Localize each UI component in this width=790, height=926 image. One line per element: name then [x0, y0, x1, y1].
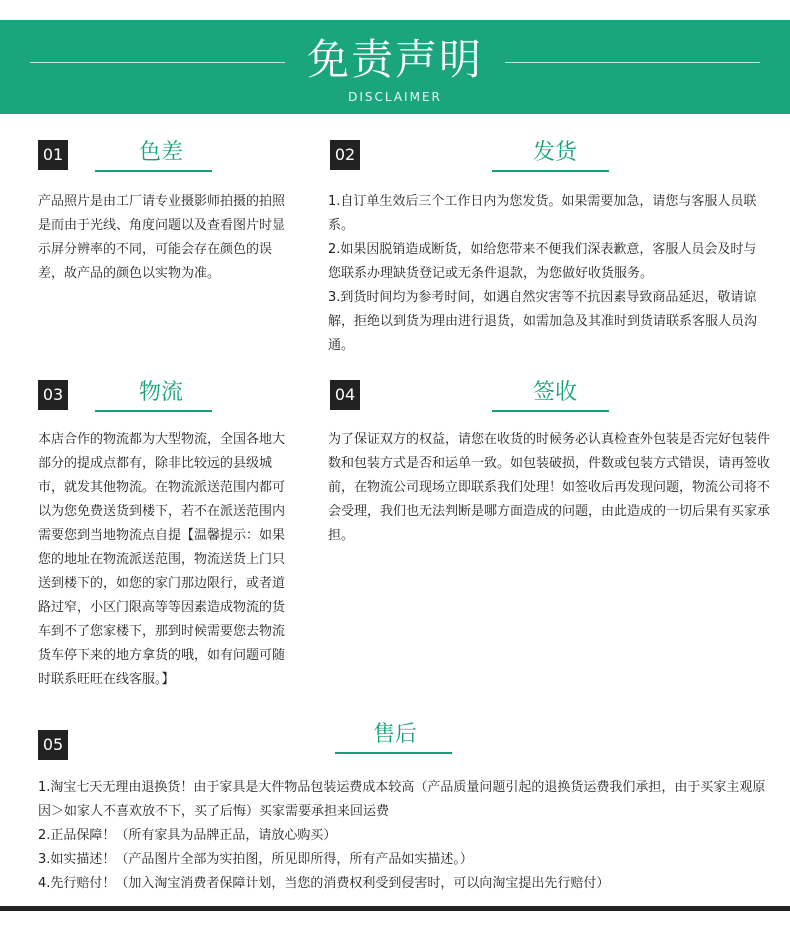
paragraph: 3.如实描述！（产品图片全部为实拍图，所见即所得，所有产品如实描述。） — [38, 852, 473, 867]
paragraph: 本店合作的物流都为大型物流，全国各地大部分的提成点都有，除非比较远的县级城市，就发其他物流。在物流派送范围内都可以为您免费送货到楼下，若不在派送范围内需要您到当地物流点自提【温馨提示：如果您的地址在物流派送范围，物流送货上门只送到楼下的，如您的家门那边限行，或者道路过窄，小区门限高等等因素造成物流的货车到不了您家楼下，那到时候需要您去物流货车停下来的地方拿货的哦，如有问题可随时联系旺旺在线客服。】 — [38, 432, 286, 687]
paragraph: 为了保证双方的权益，请您在收货的时候务必认真检查外包装是否完好包装件数和包装方式是否和运单一致。如包装破损，件数或包装方式错误，请再签收前，在物流公司现场立即联系我们处理！如签收后再发现问题，物流公司将不会受理，我们也无法判断是哪方面造成的问题，由此造成的一切后果有买家承担。 — [328, 432, 771, 543]
paragraph: 1.淘宝七天无理由退换货！由于家具是大件物品包装运费成本较高（产品质量问题引起的退换货运费我们承担，由于买家主观原因＞如家人不喜欢放不下，买了后悔）买家需要承担来回运费 — [38, 780, 766, 819]
banner-title: 免责声明 — [306, 35, 483, 84]
section-heading: 色差 — [138, 140, 183, 165]
section-text — [38, 776, 773, 896]
section-heading: 物流 — [138, 380, 183, 405]
paragraph: 1.自订单生效后三个工作日内为您发货。如果需要加急，请您与客服人员联系。 — [328, 194, 757, 233]
heading-underline — [335, 752, 452, 754]
section-number: 04 — [330, 380, 360, 410]
paragraph: 产品照片是由工厂请专业摄影师拍摄的拍照是而由于光线、角度问题以及查看图片时显示屏分辨率的不同，可能会存在颜色的误差，故产品的颜色以实物为准。 — [38, 194, 286, 281]
section-text — [328, 190, 763, 358]
section-number: 02 — [330, 140, 360, 170]
section-number: 03 — [38, 380, 68, 410]
paragraph: 2.正品保障！（所有家具为品牌正品，请放心购买） — [38, 828, 337, 843]
section-heading: 发货 — [532, 140, 577, 165]
section-heading: 签收 — [532, 380, 577, 405]
paragraph: 2.如果因脱销造成断货，如给您带来不便我们深表歉意，客服人员会及时与您联系办理缺货登记或无条件退款，为您做好收货服务。 — [328, 242, 757, 281]
heading-underline — [492, 170, 609, 172]
disclaimer-banner — [0, 20, 790, 114]
section-text — [38, 428, 288, 692]
section-text — [328, 428, 773, 548]
heading-underline — [95, 410, 212, 412]
section-heading: 售后 — [372, 722, 417, 747]
section-number: 05 — [38, 730, 68, 760]
heading-underline — [95, 170, 212, 172]
section-number: 01 — [38, 140, 68, 170]
paragraph: 3.到货时间均为参考时间，如遇自然灾害等不抗因素导致商品延迟，敬请谅解，拒绝以到货为理由进行退货，如需加急及其准时到货请联系客服人员沟通。 — [328, 290, 758, 353]
section-text — [38, 190, 288, 286]
paragraph: 4.先行赔付！（加入淘宝消费者保障计划，当您的消费权利受到侵害时，可以向淘宝提出先行赔付） — [38, 876, 610, 891]
banner-subtitle: DISCLAIMER — [348, 90, 442, 104]
heading-underline — [492, 410, 609, 412]
bottom-divider — [0, 906, 790, 911]
